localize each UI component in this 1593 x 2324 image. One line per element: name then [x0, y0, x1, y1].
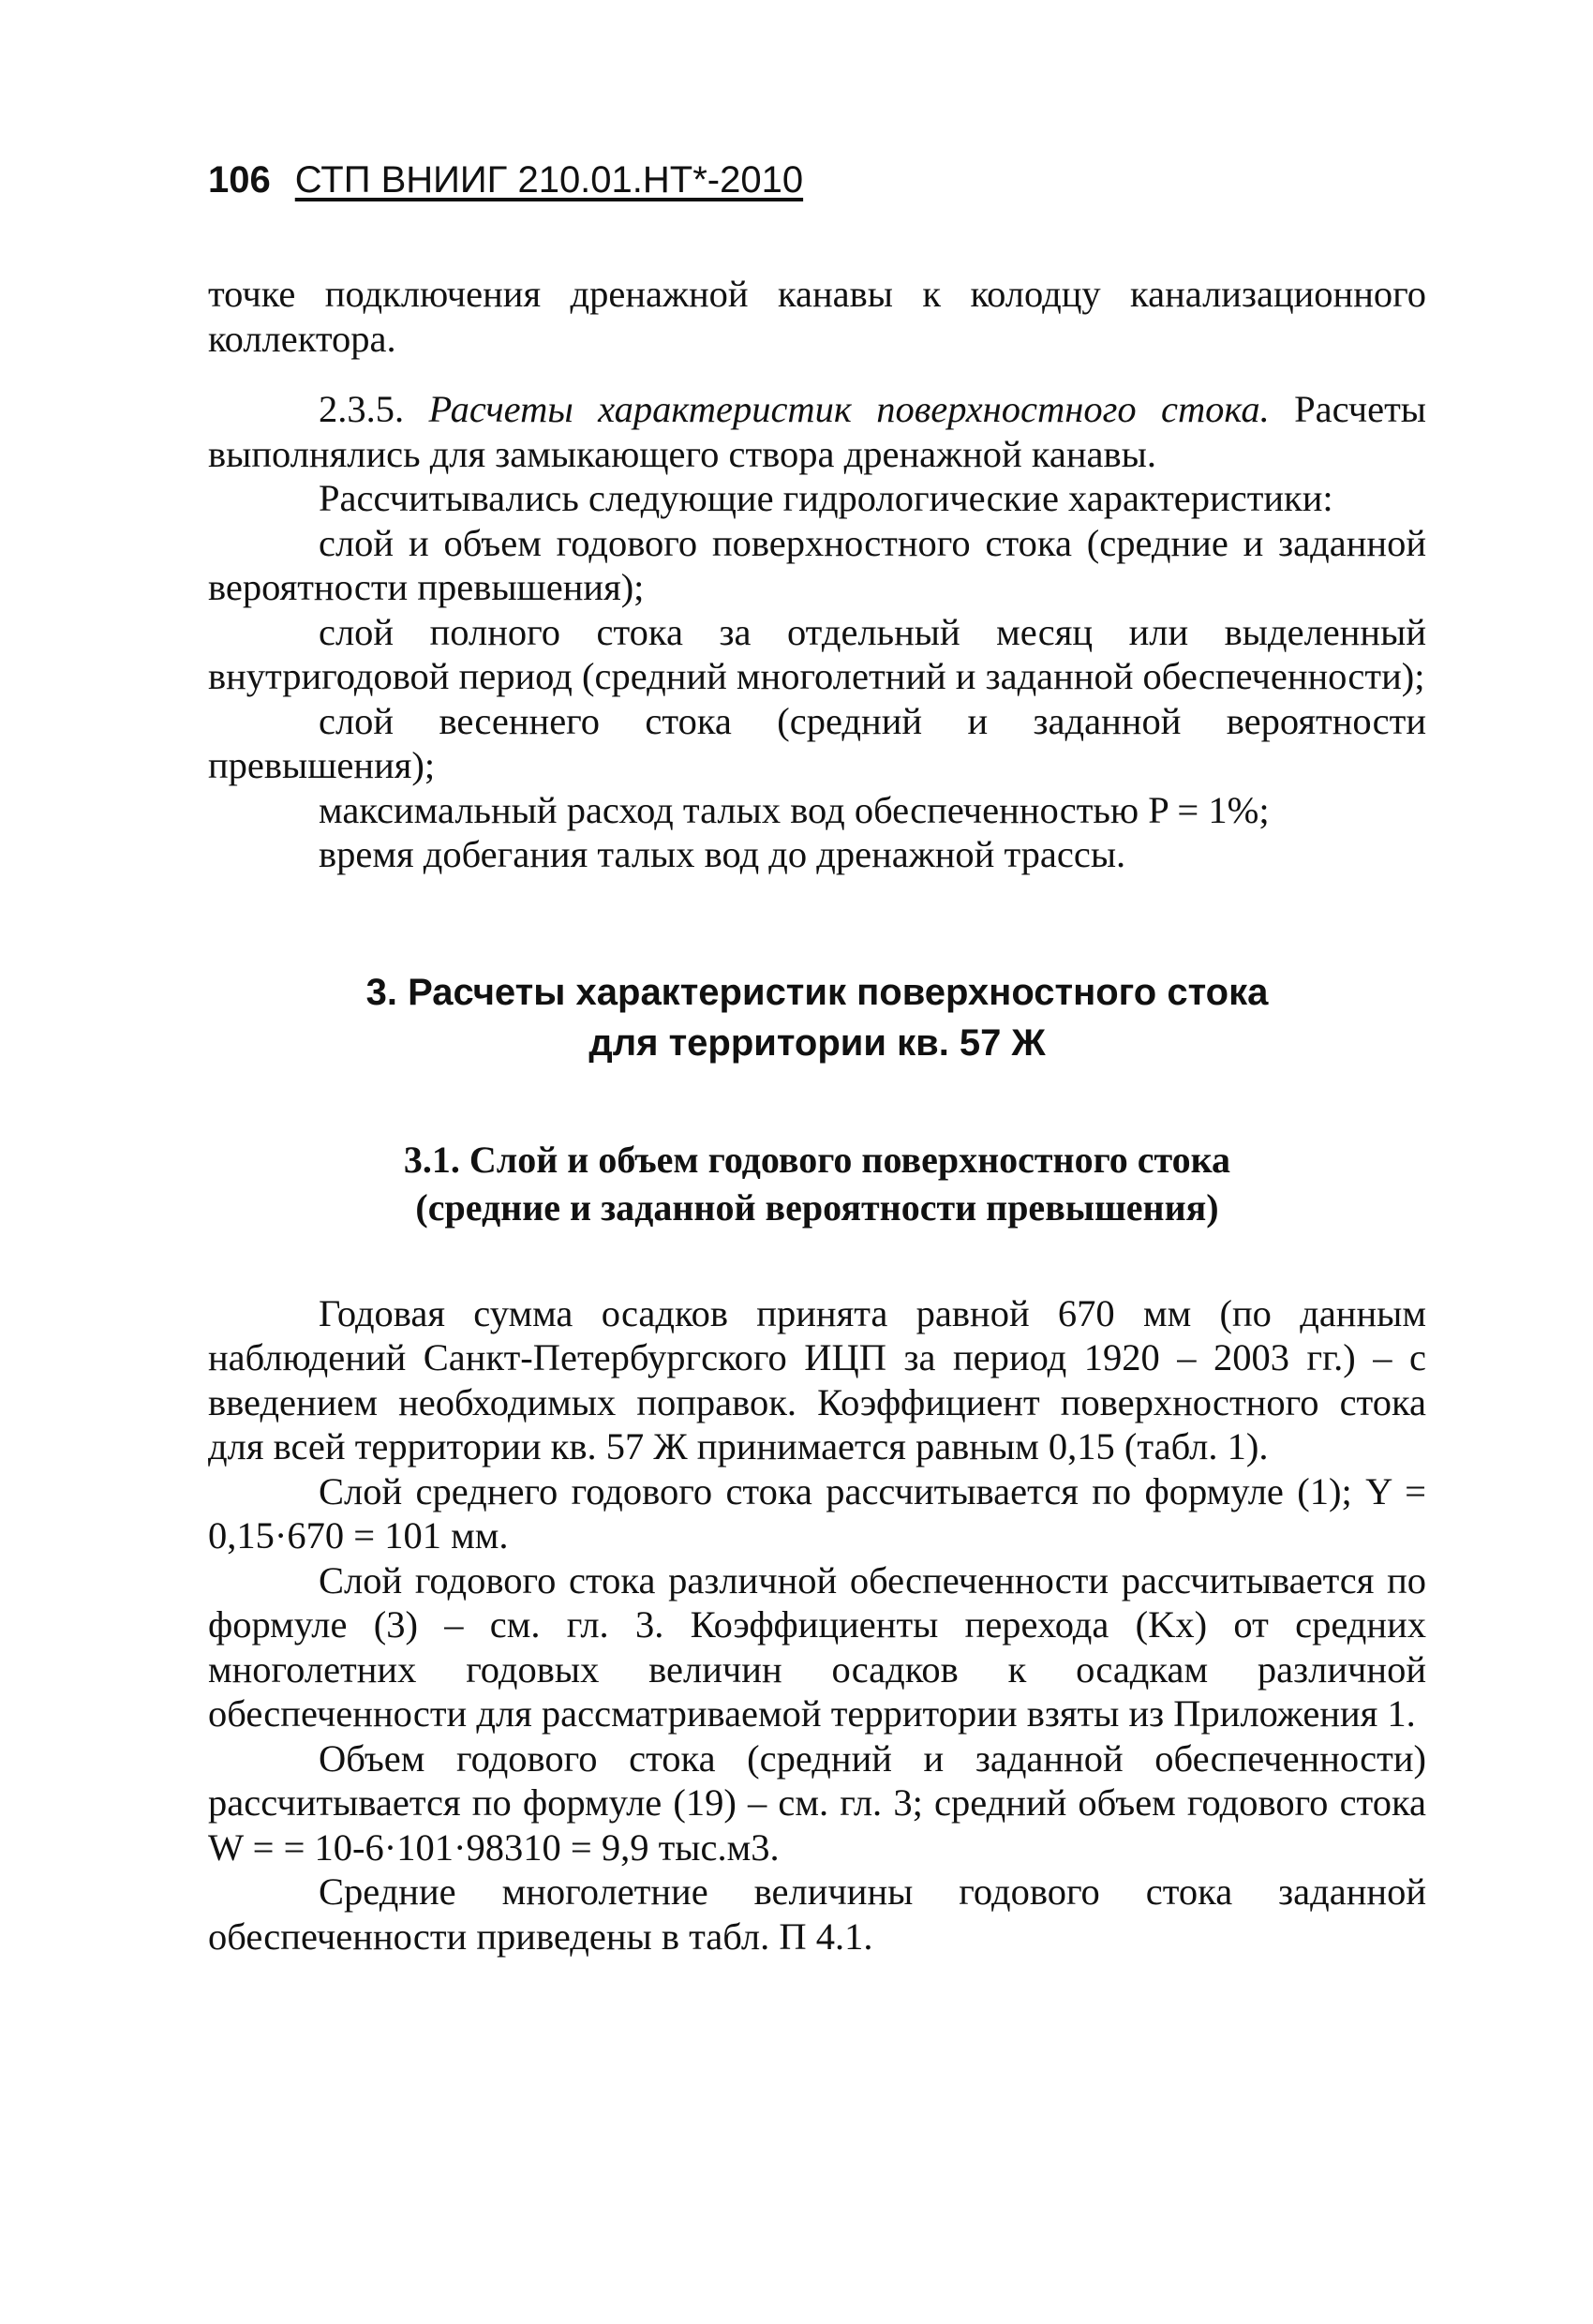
standard-code: СТП ВНИИГ 210.01.НТ*-2010	[294, 159, 804, 201]
clause-text: Расчеты выполнялись для замыкающего створа дренажной канавы.	[208, 388, 1427, 475]
paragraph-runoff-volume: Объем годового стока (средний и заданной обеспеченности) рассчитывается по формуле (19) – см. гл. 3; средний объем годового стока W = = 10-6·101·98310 = 9,9 тыс.м3.	[208, 1736, 1426, 1869]
paragraph-2-3-5	[208, 387, 1426, 476]
list-item-monthly-runoff: слой полного стока за отдельный месяц или выделенный внутригодовой период (средний многолетний и заданной обеспеченности);	[208, 610, 1426, 697]
paragraph-mean-runoff: Слой среднего годового стока рассчитывается по формуле (1); Y = 0,15·670 = 101 мм.	[208, 1469, 1426, 1557]
paragraph-continuation: точке подключения дренажной канавы к колодцу канализационного коллектора.	[208, 273, 1426, 360]
list-item-travel-time: время добегания талых вод до дренажной трассы.	[319, 833, 1126, 875]
list-item-spring-runoff: слой весеннего стока (средний и заданной вероятности превышения);	[208, 699, 1426, 786]
section-3-1-heading-line2: (средние и заданной вероятности превышения)	[415, 1185, 1219, 1229]
section-3-1-heading-line1: 3.1. Слой и объем годового поверхностного стока	[403, 1138, 1231, 1181]
paragraph-table-reference: Средние многолетние величины годового стока заданной обеспеченности приведены в табл. П 4.1.	[208, 1870, 1426, 1958]
paragraph-runoff-probability: Слой годового стока различной обеспеченности рассчитывается по формуле (3) – см. гл. 3. Коэффициенты перехода (Kx) от средних многолетних годовых величин осадков к осадкам различной обеспеченности для рассматриваемой территории взяты из Приложения 1.	[208, 1558, 1426, 1735]
clause-title: Расчеты характеристик поверхностного стока.	[428, 388, 1270, 430]
list-item-annual-runoff: слой и объем годового поверхностного стока (средние и заданной вероятности превышения);	[208, 521, 1426, 608]
section-3-heading-line2: для территории кв. 57 Ж	[588, 1021, 1046, 1064]
list-item-max-discharge: максимальный расход талых вод обеспеченностью P = 1%;	[319, 788, 1270, 831]
section-3-1-heading	[208, 1136, 1426, 1231]
paragraph-list-intro: Рассчитывались следующие гидрологические характеристики:	[319, 477, 1333, 519]
paragraph-precipitation: Годовая сумма осадков принята равной 670 мм (по данным наблюдений Санкт-Петербургского ИЦП за период 1920 – 2003 гг.) – с введением необходимых поправок. Коэффициент поверхностного стока для всей территории кв. 57 Ж принимается равным 0,15 (табл. 1).	[208, 1291, 1426, 1467]
page-header	[208, 159, 803, 201]
clause-number: 2.3.5.	[319, 388, 405, 430]
section-3-heading	[208, 967, 1426, 1068]
document-body	[208, 272, 1426, 1959]
section-3-heading-line1: 3. Расчеты характеристик поверхностного стока	[365, 971, 1269, 1013]
page-number: 106	[208, 159, 271, 201]
